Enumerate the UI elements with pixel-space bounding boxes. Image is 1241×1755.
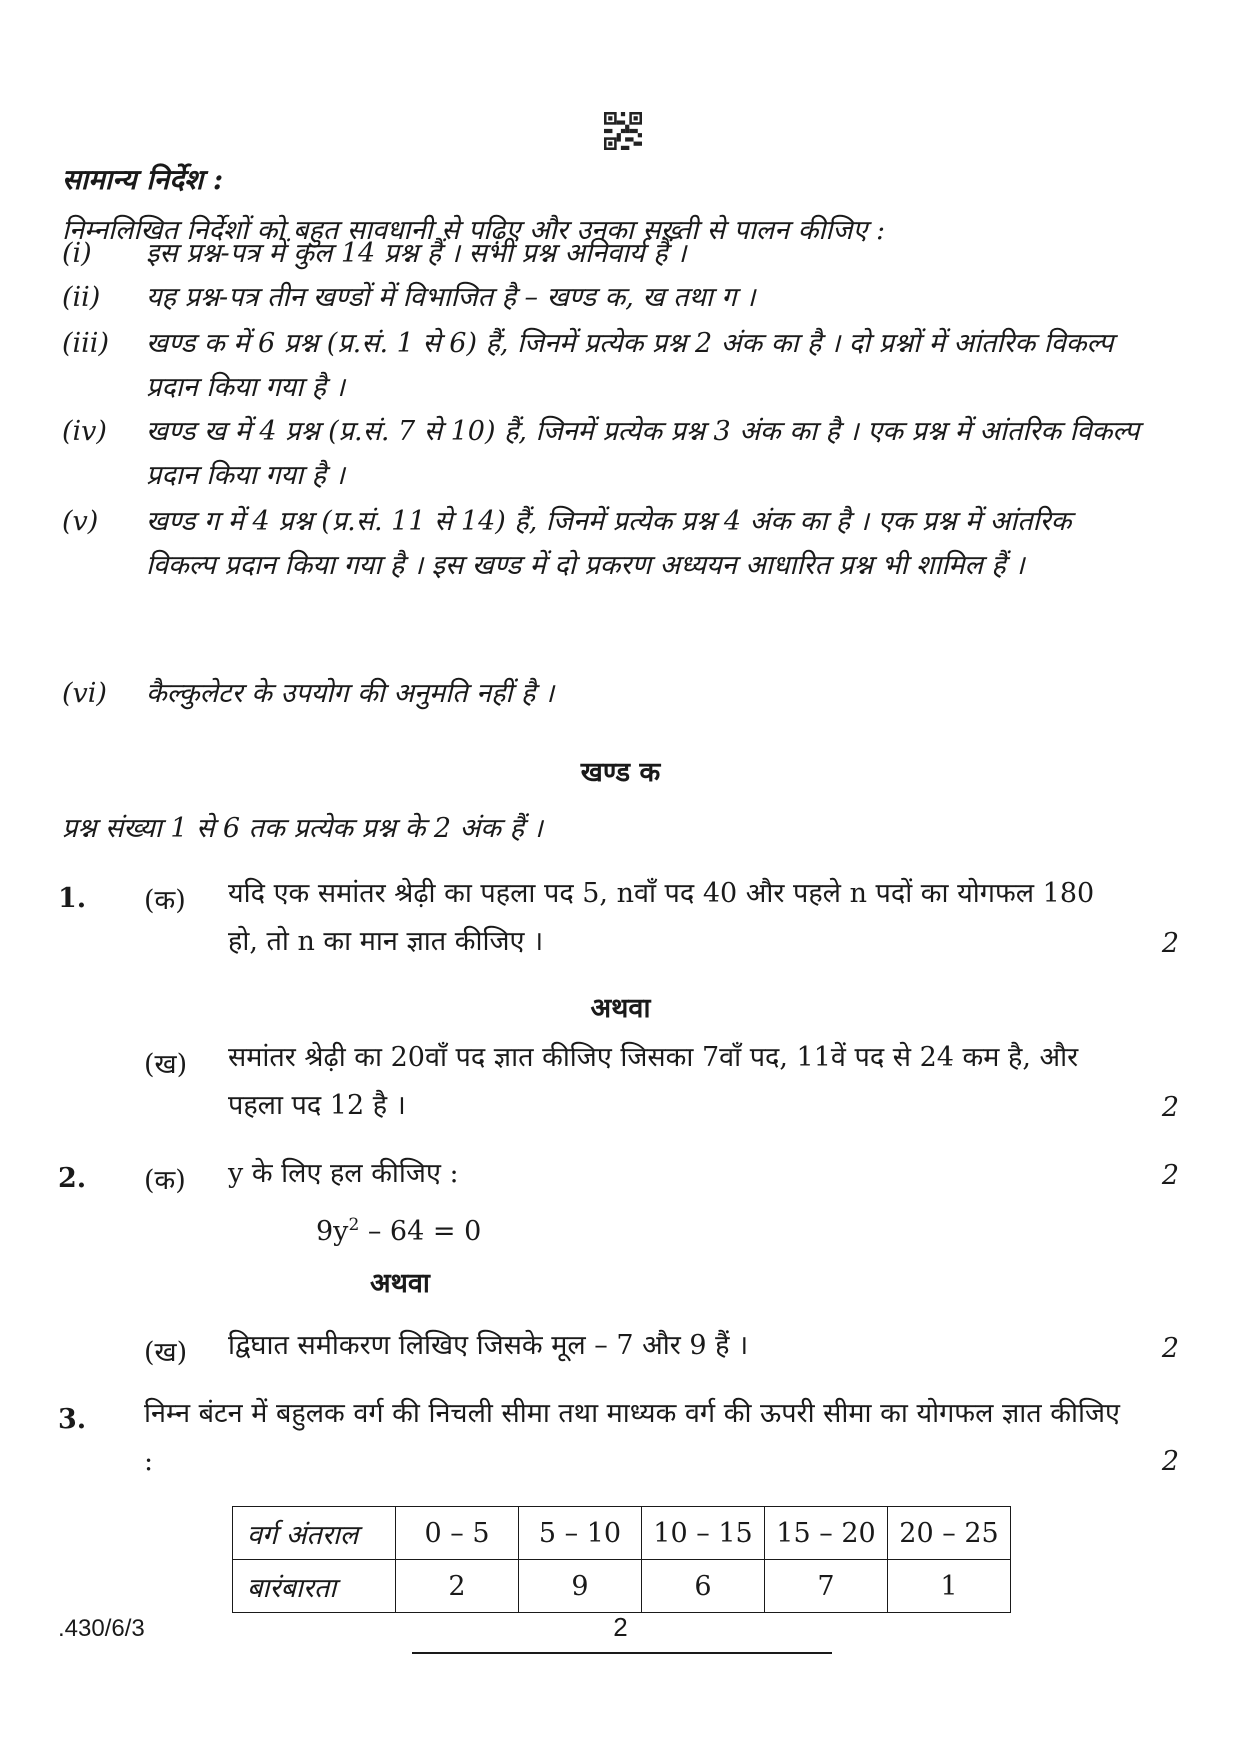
table-row	[233, 1560, 1011, 1613]
option-label: (क)	[144, 1165, 186, 1196]
table-cell: 7	[765, 1560, 888, 1613]
frequency-table	[232, 1506, 1011, 1613]
question-text: y के लिए हल कीजिए :	[228, 1158, 459, 1189]
instruction-item	[62, 276, 1142, 320]
question-number: 3.	[58, 1404, 87, 1435]
question-text: निम्न बंटन में बहुलक वर्ग की निचली सीमा तथा माध्यक वर्ग की ऊपरी सीमा का योगफल ज्ञात कीजिए :	[144, 1398, 1120, 1477]
question-text: समांतर श्रेढ़ी का 20वाँ पद ज्ञात कीजिए जिसका 7वाँ पद, 11वें पद से 24 कम है, और पहला पद 12 है ।	[228, 1042, 1079, 1121]
table-cell: 9	[519, 1560, 642, 1613]
equation-exponent: 2	[348, 1215, 360, 1235]
table-cell: 6	[642, 1560, 765, 1613]
instruction-item	[62, 672, 1142, 716]
option-label: (ख)	[144, 1337, 188, 1368]
marks: 2	[1161, 1092, 1179, 1123]
equation	[316, 1215, 481, 1247]
table-row-header: बारंबारता	[233, 1560, 396, 1613]
table-cell: 1	[888, 1560, 1011, 1613]
instruction-text: खण्ड ग में 4 प्रश्न (प्र.सं. 11 से 14) हैं, जिनमें प्रत्येक प्रश्न 4 अंक का है । एक प्रश्न में आंतरिक विकल्प प्रदान किया गया है । इस खण्ड में दो प्रकरण अध्ययन आधारित प्रश्न भी शामिल हैं ।	[146, 506, 1072, 581]
marks: 2	[1161, 1333, 1179, 1364]
equation-rest: – 64 = 0	[359, 1216, 482, 1247]
marks: 2	[1161, 928, 1179, 959]
instruction-item	[62, 322, 1142, 410]
section-note: प्रश्न संख्या 1 से 6 तक प्रत्येक प्रश्न के 2 अंक हैं ।	[62, 813, 543, 844]
section-heading: खण्ड क	[580, 757, 661, 788]
instruction-text: कैल्कुलेटर के उपयोग की अनुमति नहीं है ।	[146, 678, 555, 709]
or-separator: अथवा	[370, 1268, 430, 1299]
question-text: यदि एक समांतर श्रेढ़ी का पहला पद 5, nवाँ पद 40 और पहले n पदों का योगफल 180 हो, तो n का मान ज्ञात कीजिए ।	[228, 878, 1095, 957]
page-number: 2	[613, 1612, 628, 1642]
instruction-number: (v)	[62, 506, 99, 537]
instruction-number: (iv)	[62, 416, 107, 447]
instruction-item	[62, 500, 1142, 588]
option-label: (ख)	[144, 1049, 188, 1080]
table-cell: 10 – 15	[642, 1507, 765, 1560]
table-cell: 0 – 5	[396, 1507, 519, 1560]
instruction-number: (i)	[62, 238, 92, 269]
qr-code-icon	[604, 112, 642, 150]
instructions-title: सामान्य निर्देश :	[62, 163, 224, 196]
instruction-text: खण्ड ख में 4 प्रश्न (प्र.सं. 7 से 10) हैं, जिनमें प्रत्येक प्रश्न 3 अंक का है । एक प्रश्न में आंतरिक विकल्प प्रदान किया गया है ।	[146, 416, 1140, 491]
marks: 2	[1161, 1446, 1179, 1477]
instruction-number: (ii)	[62, 282, 101, 313]
table-row-header: वर्ग अंतराल	[233, 1507, 396, 1560]
instruction-item	[62, 232, 1142, 276]
question-text: द्विघात समीकरण लिखिए जिसके मूल – 7 और 9 हैं ।	[228, 1330, 749, 1361]
table-cell: 5 – 10	[519, 1507, 642, 1560]
instructions-intro: निम्नलिखित निर्देशों को बहुत सावधानी से पढ़िए और उनका सख़्ती से पालन कीजिए :	[62, 215, 886, 246]
or-separator: अथवा	[590, 993, 651, 1024]
footer-divider	[412, 1652, 832, 1654]
option-label: (क)	[144, 885, 186, 916]
instruction-number: (iii)	[62, 328, 109, 359]
instruction-number: (vi)	[62, 678, 107, 709]
instruction-text: खण्ड क में 6 प्रश्न (प्र.सं. 1 से 6) हैं, जिनमें प्रत्येक प्रश्न 2 अंक का है । दो प्रश्नों में आंतरिक विकल्प प्रदान किया गया है ।	[146, 328, 1114, 403]
question-number: 1.	[58, 883, 87, 914]
instruction-text: इस प्रश्न-पत्र में कुल 14 प्रश्न हैं । सभी प्रश्न अनिवार्य हैं ।	[146, 238, 687, 269]
table-row	[233, 1507, 1011, 1560]
marks: 2	[1161, 1160, 1179, 1191]
question-number: 2.	[58, 1163, 87, 1194]
equation-base: 9y	[316, 1216, 349, 1247]
table-cell: 2	[396, 1560, 519, 1613]
instruction-text: यह प्रश्न-पत्र तीन खण्डों में विभाजित है – खण्ड क, ख तथा ग ।	[146, 282, 756, 313]
table-cell: 15 – 20	[765, 1507, 888, 1560]
paper-code: .430/6/3	[58, 1615, 145, 1642]
instruction-item	[62, 410, 1142, 498]
table-cell: 20 – 25	[888, 1507, 1011, 1560]
